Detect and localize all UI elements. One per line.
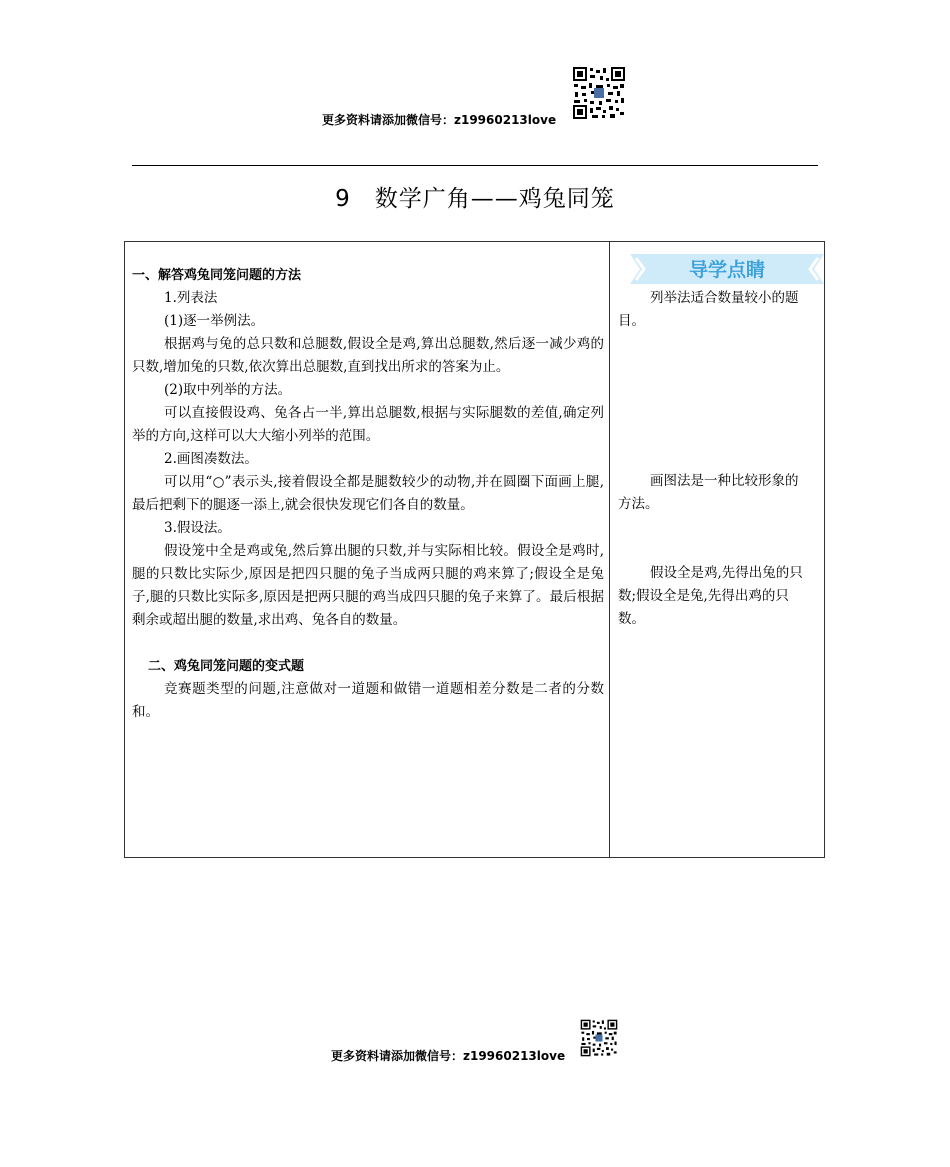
method2-heading: 2.画图凑数法。 (164, 451, 258, 467)
method1-sub1-heading: (1)逐一举例法。 (164, 313, 265, 329)
banner-label: 导学点睛 (688, 259, 766, 281)
method1-heading: 1.列表法 (164, 290, 218, 306)
section2-text: 竞赛题类型的问题,注意做对一道题和做错一道题相差分数是二者的分数和。 (132, 681, 604, 720)
side-note-2 (618, 470, 808, 516)
qr-code-icon (572, 66, 626, 120)
method3-text: 假设笼中全是鸡或兔,然后算出腿的只数,并与实际相比较。假设全是鸡时,腿的只数比实际少,原因是把四只腿的兔子当成两只腿的鸡来算了;假设全是兔子,腿的只数比实际多,原因是把两只腿的鸡当成四只腿的兔子来算了。最后根据剩余或超出腿的数量,求出鸡、兔各自的数量。 (132, 543, 604, 628)
main-column (132, 264, 604, 724)
section2-heading: 二、鸡兔同笼问题的变式题 (148, 659, 305, 674)
method1-sub2-text: 可以直接假设鸡、兔各占一半,算出总腿数,根据与实际腿数的差值,确定列举的方向,这样可以大大缩小列举的范围。 (132, 405, 604, 444)
footer-qr-code-icon (580, 1019, 618, 1057)
page-title: 9 数学广角——鸡兔同笼 (335, 186, 615, 212)
column-divider (609, 241, 610, 858)
header-wechat-text: 更多资料请添加微信号：z19960213love (322, 113, 557, 127)
method2-text: 可以用“○”表示头,接着假设全都是腿数较少的动物,并在圆圈下面画上腿,最后把剩下的腿逐一添上,就会很快发现它们各自的数量。 (132, 474, 604, 513)
side-note-3-text: 假设全是鸡,先得出兔的只数;假设全是兔,先得出鸡的只数。 (618, 565, 803, 627)
section1-heading: 一、解答鸡兔同笼问题的方法 (132, 268, 302, 283)
method1-sub2-heading: (2)取中列举的方法。 (164, 382, 292, 398)
side-note-2-text: 画图法是一种比较形象的方法。 (618, 473, 799, 512)
title-rule (132, 165, 818, 166)
guide-banner (628, 252, 826, 286)
side-note-1-text: 列举法适合数量较小的题目。 (618, 290, 799, 329)
method1-sub1-text: 根据鸡与兔的总只数和总腿数,假设全是鸡,算出总腿数,然后逐一减少鸡的只数,增加兔的只数,依次算出总腿数,直到找出所求的答案为止。 (132, 336, 604, 375)
side-note-3 (618, 562, 808, 631)
footer-wechat-text: 更多资料请添加微信号：z19960213love (331, 1049, 566, 1063)
method3-heading: 3.假设法。 (164, 520, 231, 536)
side-note-1 (618, 287, 808, 333)
